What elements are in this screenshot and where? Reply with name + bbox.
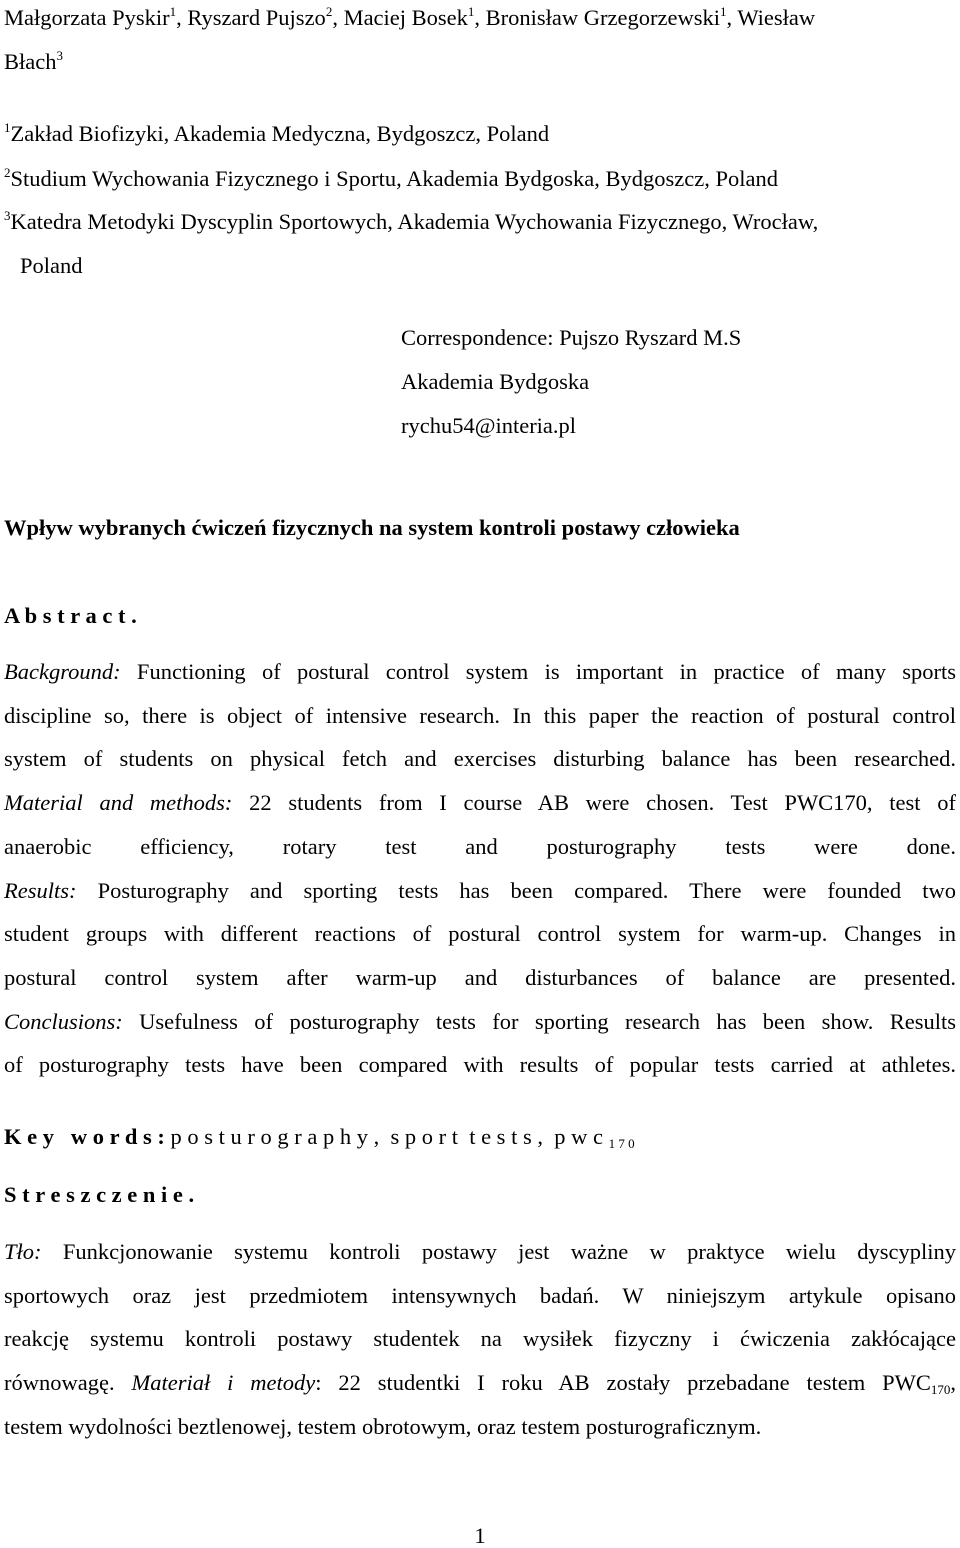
text-run: student groups with different reactions of postural control system for warm-up. Changes in	[4, 921, 956, 947]
section-label: Tło:	[4, 1239, 42, 1264]
page-number: 1	[474, 1523, 486, 1548]
text-line	[4, 661, 956, 684]
text-line	[4, 1241, 956, 1264]
affiliation-2	[4, 165, 956, 191]
text-line	[4, 748, 956, 771]
affiliation-number: 2	[4, 165, 11, 180]
author-line-2	[4, 48, 956, 74]
subscript: 170	[930, 1382, 951, 1398]
affiliation-1	[4, 120, 956, 146]
keywords-line	[4, 1126, 956, 1149]
affiliation-text: Poland	[20, 253, 83, 278]
text-run: równowagę.	[4, 1370, 132, 1396]
section-label: Results:	[4, 877, 77, 903]
text-run: anaerobic efficiency, rotary test and posturography tests were done.	[4, 833, 956, 859]
author-name: Maciej Bosek	[343, 5, 468, 30]
section-label: Conclusions:	[4, 1008, 123, 1034]
text-run: Usefulness of posturography tests for sporting research has been show. Results	[122, 1008, 956, 1034]
text-line	[4, 1370, 956, 1398]
author-affiliation-mark: 1	[169, 4, 177, 19]
correspondence-email: rychu54@interia.pl	[401, 413, 577, 438]
section-label: Materiał i metody	[131, 1370, 316, 1396]
keywords-text: p o s t u r o g r a p h y , s p o r t t e s t s , p w c	[164, 1124, 609, 1149]
affiliation-number: 3	[4, 208, 11, 223]
text-run: discipline so, there is object of intensive research. In this paper the reaction of postural control	[4, 702, 956, 728]
section-label: Background:	[4, 659, 121, 684]
text-line	[4, 702, 956, 728]
author-separator: ,	[726, 5, 738, 30]
author-affiliation-mark: 1	[719, 4, 727, 19]
affiliation-text: Katedra Metodyki Dyscyplin Sportowych, Akademia Wychowania Fizycznego, Wrocław,	[10, 209, 819, 234]
text-run: 22 students from I course AB were chosen. Test PWC170, test of	[232, 790, 956, 816]
text-line	[4, 833, 956, 859]
text-line	[4, 1282, 956, 1308]
text-run: Functioning of postural control system is important in practice of many sports	[120, 659, 956, 684]
correspondence-institution: Akademia Bydgoska	[401, 369, 590, 394]
author-affiliation-mark: 3	[56, 48, 63, 63]
author-affiliation-mark: 1	[467, 4, 475, 19]
text-line	[4, 877, 956, 903]
article-title: Wpływ wybranych ćwiczeń fizycznych na system kontroli postawy człowieka	[4, 515, 740, 540]
text-run: ,	[950, 1370, 956, 1396]
affiliation-3-continued	[20, 255, 956, 278]
text-run: : 22 studentki I roku AB zostały przebadane testem PWC	[315, 1370, 931, 1396]
section-label: Material and methods:	[4, 790, 233, 816]
text-run: postural control system after warm-up and disturbances of balance are presented.	[4, 964, 956, 990]
text-line	[4, 964, 956, 990]
author-name: Ryszard Pujszo	[187, 5, 326, 30]
text-run: Funkcjonowanie systemu kontroli postawy jest ważne w praktyce wielu dyscypliny	[41, 1239, 956, 1264]
affiliation-3	[4, 208, 956, 234]
author-separator: ,	[474, 5, 486, 30]
keywords-subscript: 1 7 0	[608, 1136, 635, 1151]
text-run: testem wydolności beztlenowej, testem obrotowym, oraz testem posturograficznym.	[4, 1413, 762, 1439]
affiliation-text: Zakład Biofizyki, Akademia Medyczna, Bydgoszcz, Poland	[10, 121, 550, 146]
text-line	[4, 1328, 956, 1351]
author-name: Wiesław	[737, 5, 816, 30]
text-run: sportowych oraz jest przedmiotem intensywnych badań. W niniejszym artykule opisano	[4, 1282, 956, 1308]
author-affiliation-mark: 2	[325, 4, 333, 19]
correspondence-name: Correspondence: Pujszo Ryszard M.S	[401, 325, 742, 350]
text-run: Posturography and sporting tests has been compared. There were founded two	[76, 877, 956, 903]
text-line	[4, 1413, 956, 1439]
text-run: system of students on physical fetch and exercises disturbing balance has been researched.	[4, 746, 956, 772]
text-line	[4, 1054, 956, 1077]
text-run: of posturography tests have been compared with results of popular tests carried at athletes.	[4, 1052, 956, 1078]
abstract-heading: A b s t r a c t .	[4, 603, 137, 628]
author-name: Bronisław Grzegorzewski	[485, 5, 720, 30]
affiliation-number: 1	[4, 120, 11, 135]
text-line	[4, 923, 956, 946]
author-separator: ,	[332, 5, 344, 30]
author-separator: ,	[176, 5, 188, 30]
streszczenie-heading: S t r e s z c z e n i e .	[4, 1182, 195, 1207]
affiliation-text: Studium Wychowania Fizycznego i Sportu, Akademia Bydgoska, Bydgoszcz, Poland	[10, 166, 778, 191]
keywords-label: K e y w o r d s :	[4, 1124, 165, 1149]
text-run: reakcję systemu kontroli postawy studentek na wysiłek fizyczny i ćwiczenia zakłócające	[4, 1326, 956, 1352]
author-line-1	[4, 4, 956, 30]
author-name: Małgorzata Pyskir	[4, 5, 170, 30]
text-line	[4, 792, 956, 815]
author-name: Błach	[4, 49, 57, 74]
text-line	[4, 1008, 956, 1034]
